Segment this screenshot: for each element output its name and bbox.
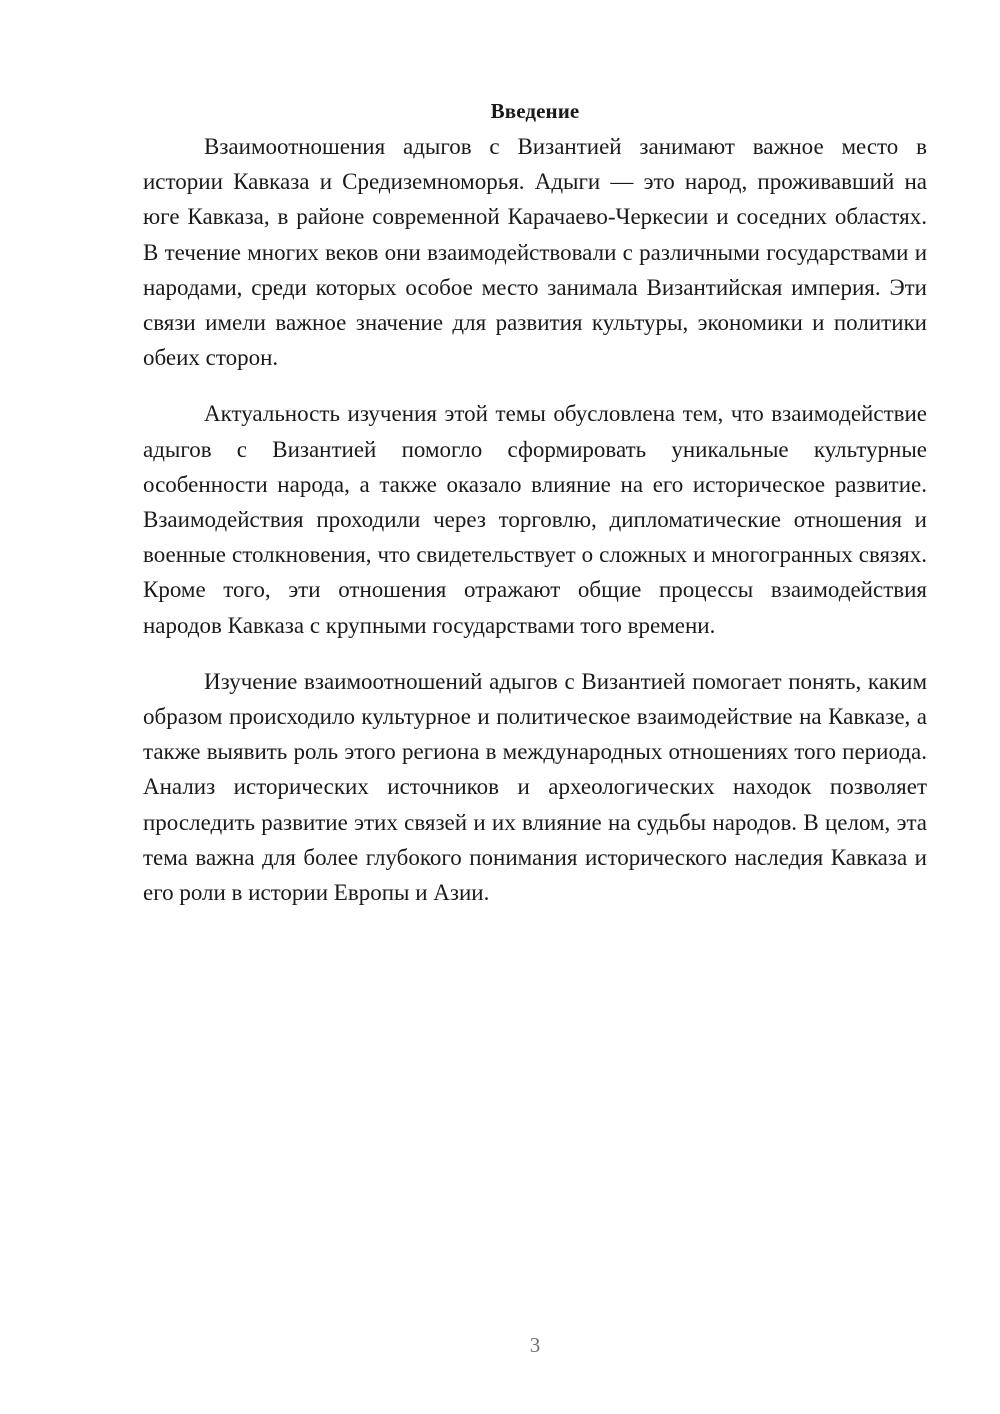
section-heading: Введение [490, 99, 580, 123]
paragraph-significance: Изучение взаимоотношений адыгов с Византией помогает понять, каким образом происходило культурное и политическое взаимодействие на Кавказе, а также выявить роль этого региона в международных отношениях того периода. Анализ исторических источников и археологических находок позволяет проследить развитие этих связей и их влияние на судьбы народов. В целом, эта тема важна для более глубокого понимания исторического наследия Кавказа и его роли в истории Европы и Азии. [143, 668, 927, 906]
paragraph-intro: Взаимоотношения адыгов с Византией занимают важное место в истории Кавказа и Средиземноморья. Адыги — это народ, проживавший на юге Кавказа, в районе современной Карачаево-Черкесии и соседних областях. В течение многих веков они взаимодействовали с различными государствами и народами, среди которых особое место занимала Византийская империя. Эти связи имели важное значение для развития культуры, экономики и политики обеих сторон. [143, 134, 927, 371]
page-content [143, 95, 927, 931]
paragraph-relevance: Актуальность изучения этой темы обусловлена тем, что взаимодействие адыгов с Византией помогло сформировать уникальные культурные особенности народа, а также оказало влияние на его историческое развитие. Взаимодействия проходили через торговлю, дипломатические отношения и военные столкновения, что свидетельствует о сложных и многогранных связях. Кроме того, эти отношения отражают общие процессы взаимодействия народов Кавказа с крупными государствами того времени. [143, 401, 927, 638]
page-number: 3 [529, 1333, 541, 1357]
